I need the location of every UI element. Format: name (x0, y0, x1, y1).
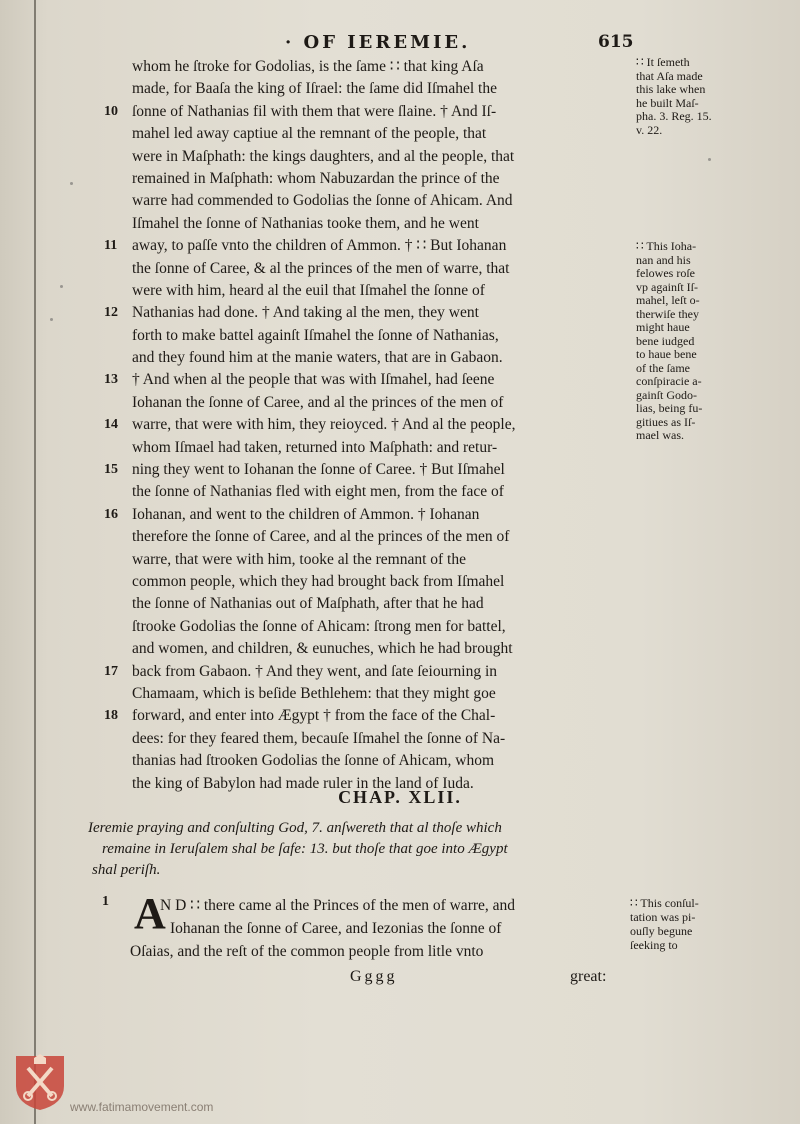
signature-mark: Gggg (350, 968, 398, 985)
text-line-content: were in Maſphath: the kings daughters, and al the people, that (132, 147, 515, 165)
text-line (96, 280, 640, 302)
side-note-line: gitiues as Iſ- (636, 414, 696, 429)
side-note-line: pha. 3. Reg. 15. (636, 109, 712, 123)
text-line-content: mahel led away captiue al the remnant of the people, that (132, 125, 487, 143)
verse-number: 13 (104, 372, 118, 388)
page-number: 615 (598, 32, 634, 52)
text-line-content: and they found him at the manie waters, that are in Gabaon. (132, 349, 503, 367)
side-note-group-3 (630, 896, 699, 952)
side-note-line: gainſt Godo- (636, 387, 697, 402)
side-note-line: felowes roſe (636, 266, 695, 280)
side-note-line: mael was. (636, 428, 684, 442)
side-notes-column (636, 55, 776, 442)
side-note-line: v. 22. (636, 122, 663, 137)
text-line (96, 101, 640, 123)
side-note-line: lias, being fu- (636, 401, 703, 415)
side-note-line: vp againſt Iſ- (636, 279, 698, 294)
text-line-content: and women, and children, & eunuches, which he had brought (132, 640, 513, 658)
text-line-content: whom Iſmael had taken, returned into Maſphath: and retur- (132, 438, 498, 456)
text-line (96, 414, 640, 436)
text-line (96, 213, 640, 235)
verse-number: 10 (104, 103, 118, 119)
text-line-content: warre had commended to Godolias the ſonne of Ahicam. And (132, 192, 513, 210)
text-line-content: ſonne of Nathanias fil with them that were ſlaine. † And Iſ- (132, 102, 497, 120)
text-line (96, 392, 640, 414)
side-note-line: therwiſe they (636, 306, 699, 321)
verse-number: 16 (104, 506, 118, 522)
body-line (96, 894, 640, 917)
ink-speck (60, 285, 63, 288)
side-note-line: ∷ This conſul- (630, 896, 699, 910)
verse-number: 17 (104, 663, 118, 679)
side-note-line: conſpiracie a- (636, 374, 702, 388)
text-line (96, 481, 640, 503)
text-line (96, 146, 640, 168)
side-note-line: of the ſame (636, 360, 690, 375)
side-note-line: tation was pi- (630, 910, 696, 924)
side-note-line: might haue (636, 320, 690, 334)
text-line (96, 56, 640, 78)
text-line (96, 593, 640, 615)
text-line (96, 728, 640, 750)
main-text-column (96, 56, 640, 795)
text-line-content: the ſonne of Nathanias out of Maſphath, after that he had (132, 595, 484, 613)
side-note-line: mahel, leſt o- (636, 293, 700, 307)
side-note-line: ∷ It ſemeth (636, 55, 690, 69)
side-note-line: bene iudged (636, 333, 695, 348)
text-line (96, 235, 640, 257)
body-line (96, 917, 640, 940)
running-head: · OF IEREMIE. (285, 32, 471, 53)
ink-speck (70, 182, 73, 185)
text-line-content: warre, that were with him, tooke al the remnant of the (132, 550, 466, 568)
side-note-group-2 (636, 240, 702, 443)
text-line-content: the ſonne of Caree, & al the princes of the men of warre, that (132, 259, 510, 277)
text-line (96, 347, 640, 369)
text-line-content: the ſonne of Nathanias fled with eight men, from the face of (132, 483, 504, 501)
summary-line: Ieremie praying and conſulting God, 7. anſwereth that al thoſe which (88, 820, 502, 836)
verse-number: 15 (104, 462, 118, 478)
text-line-content: thanias had ſtrooken Godolias the ſonne of Ahicam, whom (132, 752, 495, 770)
body-line-text: Oſaias, and the reſt of the common people from litle vnto (130, 943, 484, 960)
side-note-line: this lake when (636, 82, 706, 96)
chapter-heading: CHAP. XLII. (338, 787, 462, 807)
text-line (96, 369, 640, 391)
text-line-content: Iohanan the ſonne of Caree, and al the princes of the men of (132, 393, 504, 411)
text-line (96, 526, 640, 548)
verse-number: 1 (102, 894, 109, 909)
text-line (96, 302, 640, 324)
text-line (96, 325, 640, 347)
text-line-content: dees: for they feared them, becauſe Iſmahel the ſonne of Na- (132, 729, 506, 747)
verse-number: 18 (104, 708, 118, 724)
summary-line: remaine in Ieruſalem shal be ſafe: 13. but thoſe that goe into Ægypt (102, 841, 508, 857)
text-line-content: whom he ſtroke for Godolias, is the ſame ∷ that king Aſa (132, 58, 484, 75)
text-line-content: were with him, heard al the euil that Iſmahel the ſonne of (132, 281, 485, 299)
verse-number: 12 (104, 305, 118, 321)
text-line (96, 661, 640, 683)
verse-number: 14 (104, 417, 118, 433)
body-line-text: Iohanan the ſonne of Caree, and Iezonias the ſonne of (170, 920, 502, 937)
text-line (96, 549, 640, 571)
body-line-text: N D ∷ there came al the Princes of the men of warre, and (160, 897, 516, 914)
side-note-line: ∷ This Ioha- (636, 239, 697, 253)
text-line-content: ning they went to Iohanan the ſonne of Caree. † But Iſmahel (132, 461, 505, 479)
side-note-group-1 (636, 56, 776, 137)
ink-speck (708, 158, 711, 161)
text-line-content: made, for Baaſa the king of Iſrael: the ſame did Iſmahel the (132, 80, 497, 98)
side-note-line: he built Maſ- (636, 95, 699, 110)
text-line-content: Chamaam, which is beſide Bethlehem: that they might goe (132, 684, 496, 702)
side-note-line: to haue bene (636, 347, 697, 361)
text-line-content: away, to paſſe vnto the children of Ammon. † ∷ But Iohanan (132, 237, 507, 255)
text-line (96, 616, 640, 638)
gutter-line (34, 0, 36, 1124)
side-note-line: nan and his (636, 252, 691, 267)
text-line (96, 168, 640, 190)
papal-keys-logo-icon (12, 1052, 68, 1112)
ink-speck (50, 318, 53, 321)
text-line-content: remained in Maſphath: whom Nabuzardan the prince of the (132, 169, 500, 187)
text-line-content: Iſmahel the ſonne of Nathanias tooke them, and he went (132, 214, 479, 232)
text-line-content: therefore the ſonne of Caree, and al the princes of the men of (132, 528, 510, 546)
catchword: great: (570, 968, 607, 985)
text-line-content: forward, and enter into Ægypt † from the face of the Chal- (132, 707, 496, 725)
text-line-content: ſtrooke Godolias the ſonne of Ahicam: ſtrong men for battel, (132, 617, 506, 635)
text-line (96, 78, 640, 100)
summary-line: shal periſh. (92, 862, 161, 878)
text-line (96, 638, 640, 660)
text-line (96, 123, 640, 145)
text-line (96, 683, 640, 705)
verse-number: 11 (104, 238, 118, 254)
body-line (96, 940, 640, 963)
text-line-content: Iohanan, and went to the children of Ammon. † Iohanan (132, 505, 480, 523)
side-note-line: that Aſa made (636, 68, 703, 83)
text-line-content: † And when al the people that was with Iſmahel, had ſeene (132, 371, 495, 389)
text-line-content: warre, that were with him, they reioyced. † And al the people, (132, 416, 516, 434)
text-line-content: Nathanias had done. † And taking al the men, they went (132, 304, 479, 322)
text-line-content: forth to make battel againſt Iſmahel the ſonne of Nathanias, (132, 326, 499, 344)
text-line-content: back from Gabaon. † And they went, and ſate ſeiourning in (132, 662, 498, 680)
text-line (96, 705, 640, 727)
chapter-summary (88, 818, 648, 881)
text-line (96, 459, 640, 481)
chapter-body (96, 889, 640, 963)
text-line-content: common people, which they had brought back from Iſmahel (132, 572, 505, 590)
text-line (96, 258, 640, 280)
text-line (96, 437, 640, 459)
text-line (96, 190, 640, 212)
drop-capital: A (134, 889, 166, 938)
text-line (96, 571, 640, 593)
page-footer-line (0, 968, 800, 992)
side-note-line: ſeeking to (630, 938, 678, 952)
text-line (96, 504, 640, 526)
footer-url: www.fatimamovement.com (70, 1100, 214, 1114)
text-line-content: the king of Babylon had made ruler in the land of Iuda. (132, 774, 474, 792)
side-note-line: ouſly begune (630, 924, 693, 938)
text-line (96, 750, 640, 772)
